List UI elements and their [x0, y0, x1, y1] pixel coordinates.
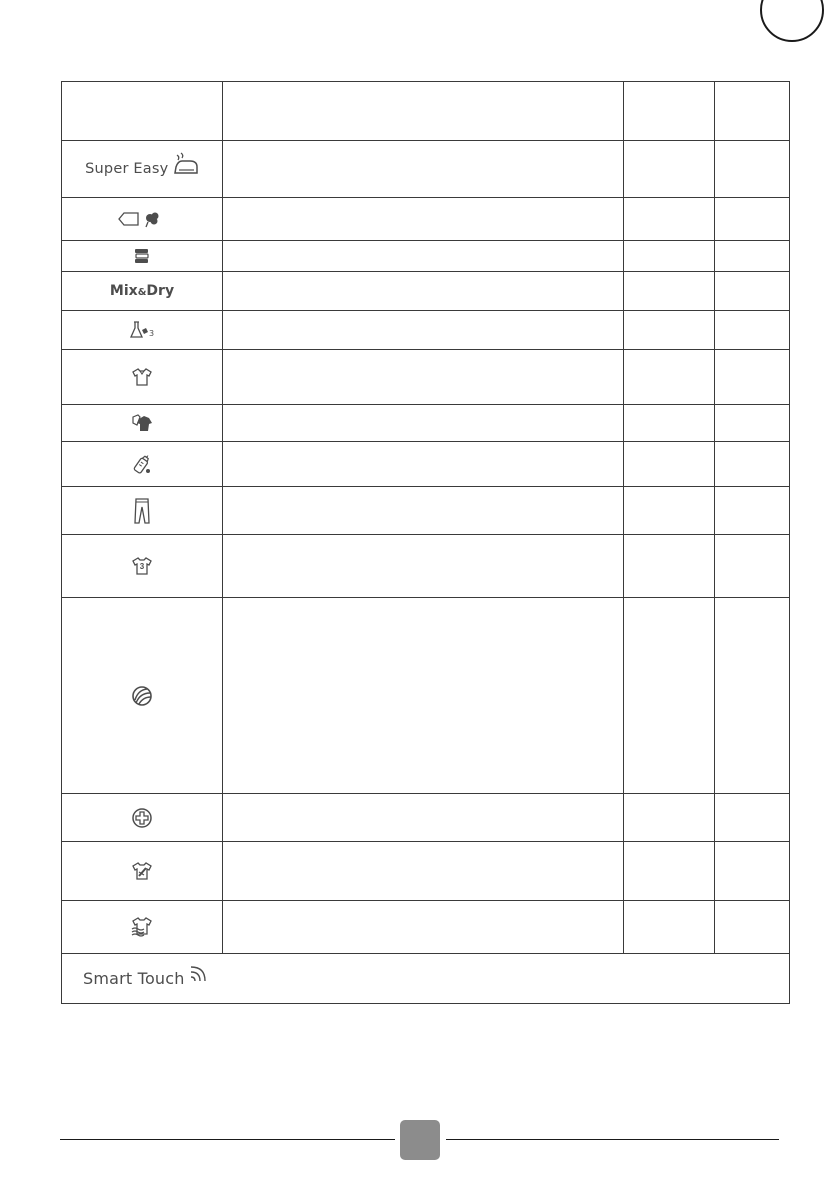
header-description — [223, 82, 624, 141]
corner-arc-decoration — [760, 0, 824, 42]
row-description — [223, 241, 624, 272]
shirt-icon — [131, 367, 153, 387]
table-row — [62, 241, 790, 272]
jeans-icon — [133, 497, 151, 525]
row-description — [223, 598, 624, 794]
row-description — [223, 405, 624, 442]
row-description — [223, 272, 624, 311]
row-description — [223, 842, 624, 901]
super-easy-label: Super Easy — [85, 161, 169, 177]
baby-bottle-icon — [131, 452, 153, 476]
shirt-number-icon — [131, 556, 153, 576]
table-row — [62, 794, 790, 842]
mix-dry-icon: Mix&Dry — [62, 272, 223, 311]
row-description — [223, 535, 624, 598]
table-row — [62, 405, 790, 442]
table-row — [62, 141, 790, 198]
row-description — [223, 794, 624, 842]
table-row — [62, 350, 790, 405]
row-description — [223, 198, 624, 241]
table-row — [62, 442, 790, 487]
header-col4 — [715, 82, 790, 141]
shirt-hanger-icon — [131, 860, 153, 882]
table-row — [62, 198, 790, 241]
table-row — [62, 901, 790, 954]
row-description — [223, 350, 624, 405]
programs-table — [61, 81, 790, 1004]
flask-sock-icon — [129, 320, 155, 340]
super-easy-iron-icon — [173, 151, 199, 177]
table-row — [62, 535, 790, 598]
stacked-laundry-icon — [133, 247, 151, 265]
footer-rule-left — [60, 1139, 395, 1140]
row-description — [223, 442, 624, 487]
shirt-number-label: 3 — [139, 562, 145, 571]
smart-touch-label: Smart Touch — [83, 968, 185, 988]
svg-text:3: 3 — [149, 329, 155, 338]
table-row — [62, 598, 790, 794]
wool-ball-icon — [130, 684, 154, 708]
header-col3 — [624, 82, 715, 141]
row-description — [223, 487, 624, 535]
wireless-signal-icon — [189, 961, 207, 983]
table-row — [62, 842, 790, 901]
row-description — [223, 311, 624, 350]
table-row — [62, 487, 790, 535]
shirt-waves-icon — [130, 916, 154, 938]
circle-cross-icon — [131, 807, 153, 829]
header-program — [62, 82, 223, 141]
footer-rule-right — [446, 1139, 779, 1140]
table-header-row — [62, 82, 790, 141]
dark-garments-icon — [130, 413, 154, 433]
page-number-box — [400, 1120, 440, 1160]
tag-cotton-icon — [118, 210, 166, 228]
table-row — [62, 311, 790, 350]
row-description — [223, 901, 624, 954]
smart-touch-row — [62, 954, 790, 1004]
table-row — [62, 272, 790, 311]
row-description — [223, 141, 624, 198]
